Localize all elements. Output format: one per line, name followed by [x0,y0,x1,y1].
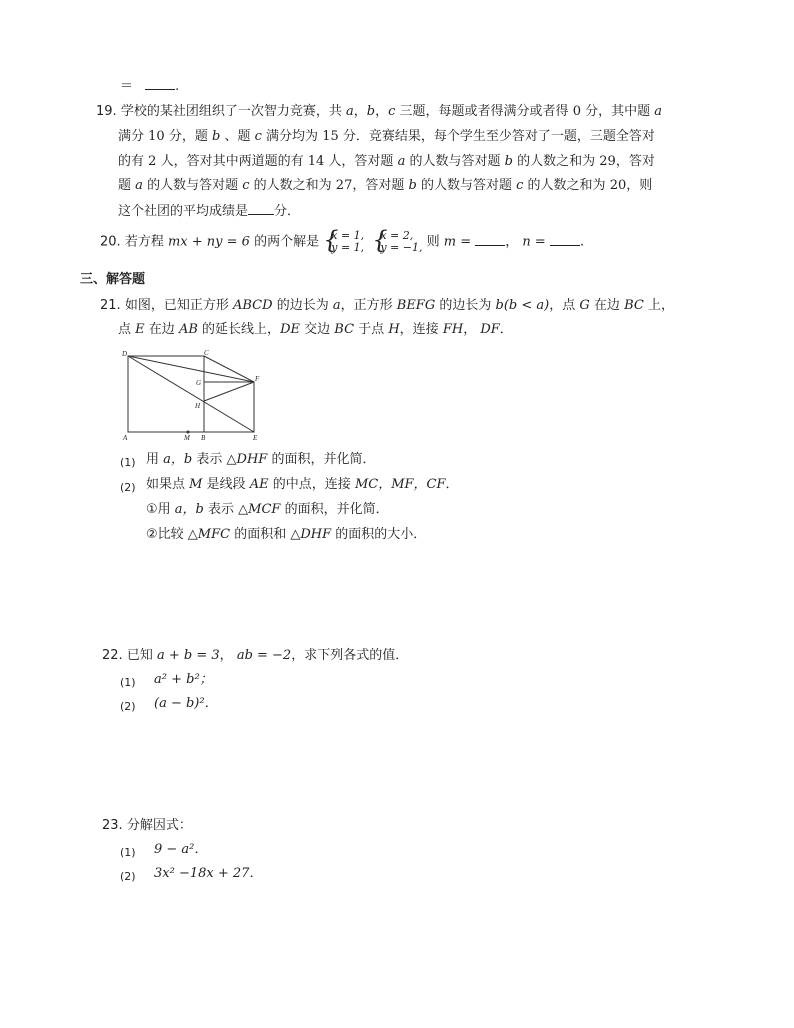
text: 分，题 [168,129,208,144]
sys-row: x = 1, [331,229,365,242]
text: 的两个解是 [254,234,320,250]
text: ，正方形 [340,298,393,313]
label-e: E [253,434,258,442]
var-c: c [242,178,250,193]
q21-part-2-sub-2 [146,527,426,543]
var-c: c [388,104,396,119]
text: 的人数与答对题 [409,154,501,169]
text: ，连接 [399,322,439,337]
text: 的面积，并化简． [271,452,376,467]
text: 、题 [224,129,251,144]
text: 分．竞赛结果，每个学生至少答对了一题，三题全答对 [342,129,655,144]
label-d: D [122,350,128,358]
text: 的有 [118,154,145,169]
label-h: H [195,402,201,410]
number: 14 [307,154,325,169]
var-b: b [212,129,221,144]
question-20 [100,226,585,254]
text: 则 [426,234,440,250]
text: 分． [274,204,301,219]
text: 的边长为 [439,298,492,313]
condition: b(b < a) [495,298,550,313]
text: ， [463,322,477,337]
text: ． [499,322,513,337]
text: 的人数与答对题 [420,178,512,193]
number: 27 [335,178,353,193]
geometry-figure [116,348,266,448]
text: 的中点，连接 [272,477,351,492]
segment-hf [204,382,254,401]
text: 人，答对题 [328,154,394,169]
q21-part-1 [146,452,375,468]
part-number: (1) [120,676,136,689]
label: H [388,322,400,337]
q21-line-2 [118,322,513,338]
text: ②比较 [146,527,184,542]
label-c: C [204,349,209,357]
solution-system-1 [323,226,365,254]
text: 表示 [208,502,235,517]
text: 这个社团的平均成绩是 [118,204,249,219]
part-number: (2) [120,481,136,494]
section-title: 三、解答题 [80,272,146,287]
text: ，求下列各式的值． [291,648,409,663]
label: BC [334,322,355,337]
equation: ab = −2 [236,648,292,663]
label: BC [624,298,644,313]
text: 分，其中题 [585,104,651,119]
q19-line-3 [118,154,655,170]
equation: mx + ny = 6 [167,234,250,250]
q23-part-1: 9 − a²． [154,842,208,857]
label: DE [280,322,300,337]
text: 如图，已知正方形 [124,298,229,313]
answer-blank[interactable] [145,78,175,90]
sys-row: y = −1, [380,241,423,254]
segment-de [128,356,254,432]
equation: a + b = 3 [156,648,220,663]
var-a: a [397,154,406,169]
var-m: m = [443,234,472,250]
text: 的面积的大小． [335,527,427,542]
triangle: △DHF [226,452,268,467]
answer-blank-n[interactable] [550,234,580,246]
segment-cf [204,356,254,382]
square-abcd [128,356,204,432]
var-a: a [345,104,354,119]
text: 若方程 [124,234,164,250]
question-number: 20. [100,234,121,250]
solution-system-2 [372,226,423,254]
vars: a，b [174,502,204,517]
triangle: △MCF [238,502,281,517]
number: 29 [599,154,616,169]
text: 的人数与答对题 [147,178,239,193]
text: 已知 [126,648,153,663]
number: 20 [609,178,627,193]
question-number: 19. [96,104,117,119]
text: 三题，每题或者得满分或者得 [399,104,569,119]
text: 学校的某社团组织了一次智力竞赛，共 [120,104,342,119]
label-g: G [196,379,202,387]
q19-line-2 [118,129,655,145]
text: 在边 [593,298,620,313]
text: ． [445,477,459,492]
text: 上， [647,298,674,313]
part-number: (2) [120,870,136,883]
part-number: (2) [120,700,136,713]
text: 的人数之和为 [527,178,606,193]
square-befg [204,382,254,432]
q22-part-1: a² + b²； [154,672,213,687]
label-f: F [255,375,260,383]
text: ， [505,234,519,250]
q21-line-1 [100,298,674,314]
var-n: n = [522,234,546,250]
text: ①用 [146,502,171,517]
q19-line-1 [96,104,662,120]
var-a: a [654,104,663,119]
q22-line-1 [102,648,408,664]
text: ， [353,104,367,119]
var-b: b [504,154,513,169]
text: 满分均为 [266,129,319,144]
q19-line-4 [118,178,652,194]
var-a: a [135,178,143,193]
answer-blank-m[interactable] [475,234,505,246]
sys-row: x = 2, [380,229,414,242]
label: AB [178,322,198,337]
text: 在边 [148,322,175,337]
text: ， [375,104,389,119]
var-c: c [254,129,262,144]
brace-icon: { [372,226,388,254]
sys-row: y = 1, [331,241,365,254]
q23-line-1 [102,818,192,834]
text: 的人数之和为 [517,154,596,169]
triangle: △DHF [290,527,332,542]
text: 的人数之和为 [253,178,332,193]
labels: MC，MF，CF [354,477,446,492]
q23-part-2: 3x² −18x + 27． [154,866,263,881]
brace-icon: { [323,226,339,254]
label-b: B [201,434,206,442]
text: ，则 [626,178,653,193]
var-a: a [332,298,341,313]
segment-df [128,356,254,382]
number: 0 [572,104,581,119]
text: 的面积，并化简． [284,502,389,517]
text: 分解因式： [126,818,192,833]
text: 交边 [304,322,331,337]
number: 10 [148,129,165,144]
text: 满分 [118,129,145,144]
var-b: b [366,104,376,119]
part-number: (1) [120,846,136,859]
text: 的面积和 [234,527,287,542]
question-number: 21. [100,298,121,313]
label: DF [480,322,500,337]
label-a: A [123,434,128,442]
q21-part-2-sub-1 [146,502,389,518]
number: 2 [148,154,157,169]
var-c: c [516,178,524,193]
text: 的延长线上， [202,322,281,337]
label: AE [249,477,269,492]
text: 题 [118,178,132,193]
label-m: M [184,434,190,442]
text: ，答对 [615,154,655,169]
vars: a，b [163,452,193,467]
triangle: △MFC [187,527,231,542]
text: 点 [118,322,132,337]
equals-sign: ＝ [120,79,134,94]
text: 用 [146,452,160,467]
q22-part-2: (a − b)²． [154,696,218,711]
q19-line-5 [118,203,300,220]
label: FH [442,322,464,337]
part-number: (1) [120,456,136,469]
period: . [175,79,180,94]
question-number: 23. [102,818,123,833]
label: G [579,298,590,313]
q21-part-2 [146,477,459,493]
question-number: 22. [102,648,123,663]
text: 是线段 [206,477,246,492]
text: 表示 [196,452,223,467]
var-b: b [408,178,417,193]
q18-answer-line [120,78,179,95]
label: ABCD [232,298,273,313]
text: 如果点 [146,477,186,492]
text: ， [219,648,233,663]
label: BEFG [396,298,436,313]
text: 的边长为 [276,298,329,313]
text: ，答对题 [352,178,405,193]
text: 人，答对其中两道题的有 [160,154,304,169]
label: E [135,322,145,337]
text: ，点 [549,298,576,313]
answer-blank[interactable] [248,203,274,215]
label: M [189,477,203,492]
text: 于点 [358,322,385,337]
number: 15 [322,129,339,144]
text: . [579,234,585,250]
